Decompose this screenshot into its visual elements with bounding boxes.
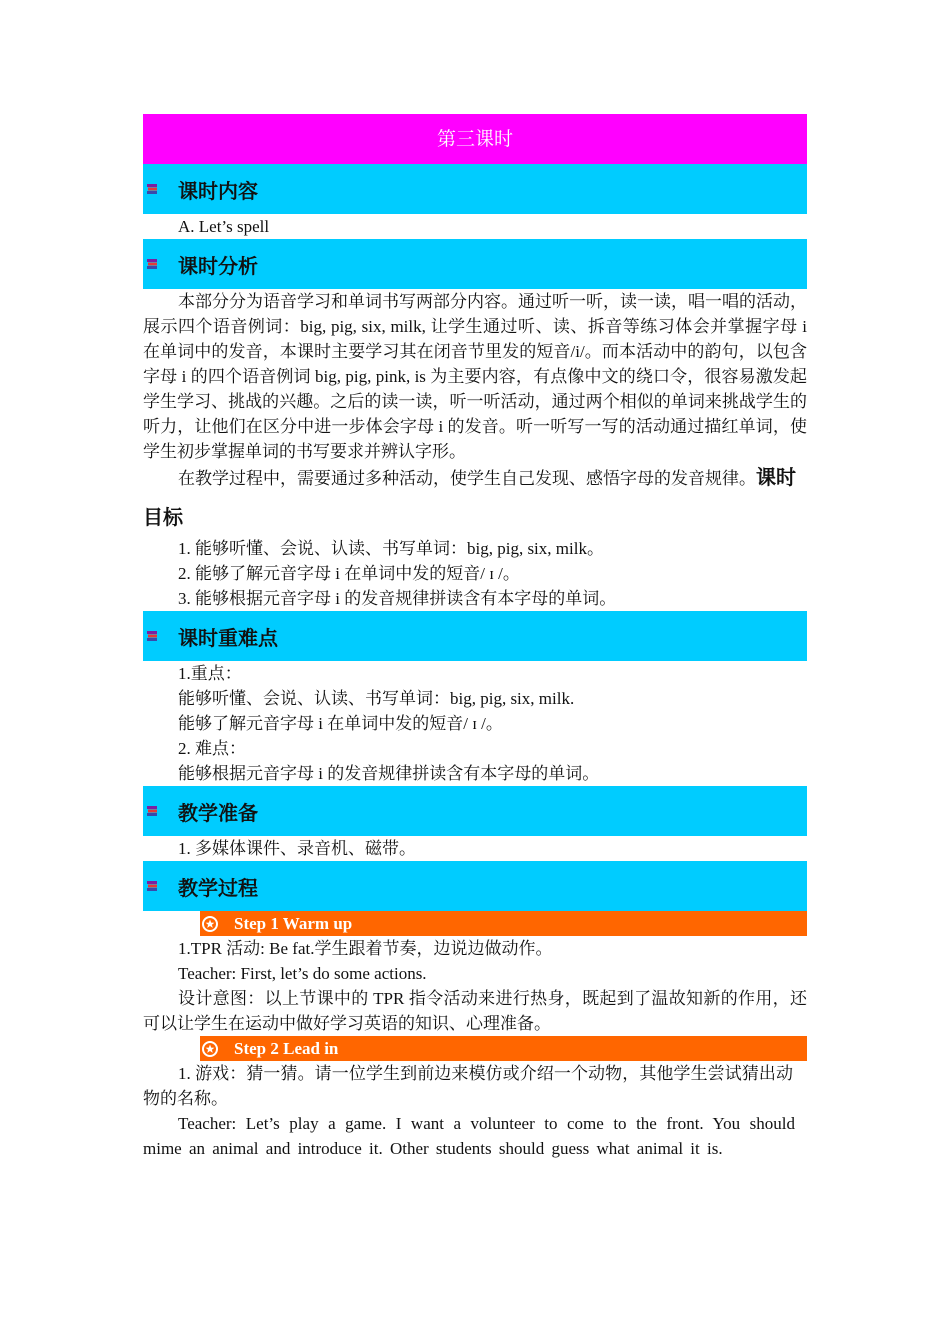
step-1-header <box>200 911 807 936</box>
analysis-paragraph-text: 在教学过程中，需要通过多种活动，使学生自己发现、感悟字母的发音规律。 <box>178 469 756 488</box>
section-heading: 课时内容 <box>178 178 258 203</box>
book-stack-icon <box>146 630 158 642</box>
section-header-preparation <box>143 786 807 836</box>
section-header-process <box>143 861 807 911</box>
step-1-teacher-line: Teacher: First, let’s do some actions. <box>178 964 427 983</box>
section-header-analysis <box>143 239 807 289</box>
book-stack-icon <box>146 880 158 892</box>
section-heading: 教学准备 <box>178 800 258 825</box>
content-line: A. Let’s spell <box>178 217 270 236</box>
section-header-content <box>143 164 807 214</box>
star-circle-icon <box>202 1041 218 1057</box>
star-circle-icon <box>202 916 218 932</box>
step-label: Step 1 Warm up <box>234 914 353 933</box>
section-heading: 课时重难点 <box>178 625 278 650</box>
analysis-paragraph-2 <box>143 458 807 538</box>
section-heading: 课时分析 <box>178 253 258 278</box>
step-1-design-intent: 设计意图：以上节课中的 TPR 指令活动来进行热身，既起到了温故知新的作用，还可以让学生在运动中做好学习英语的知识、心理准备。 <box>143 989 807 1033</box>
section-heading: 教学过程 <box>178 875 258 900</box>
step-label: Step 2 Lead in <box>234 1039 339 1058</box>
section-header-key-points <box>143 611 807 661</box>
step-2-header <box>200 1036 807 1061</box>
step-2-game: 1. 游戏：猜一猜。请一位学生到前边来模仿或介绍一个动物，其他学生尝试猜出动物的名称。 <box>143 1064 793 1108</box>
preparation-line: 1. 多媒体课件、录音机、磁带。 <box>178 839 416 858</box>
analysis-paragraph: 本部分分为语音学习和单词书写两部分内容。通过听一听，读一读，唱一唱的活动，展示四个语音例词：big, pig, six, milk, 让学生通过听、读、拆音等练习体会并掌握字母 i 在单词中的发音，本课时主要学习其在闭音节里发的短音/i/。而本活动中的韵句，以包含字母 i 的四个语音例词 big, pig, pink, is 为主要内容，有点像中文的绕口令，很容易激发起学生学习、挑战的兴趣。之后的读一读，听一听活动，通过两个相似的单词来挑战学生的听力，让他们在区分中进一步体会字母 i 的发音。听一听写一写的活动通过描红单词，使学生初步掌握单词的书写要求并辨认字形。 <box>143 292 807 461</box>
key-point-line: 能够根据元音字母 i 的发音规律拼读含有本字母的单词。 <box>178 764 600 783</box>
book-stack-icon <box>146 183 158 195</box>
key-point-line: 1.重点： <box>178 664 242 683</box>
book-stack-icon <box>146 805 158 817</box>
key-point-line: 能够听懂、会说、认读、书写单词：big, pig, six, milk. <box>178 689 575 708</box>
key-point-line: 能够了解元音字母 i 在单词中发的短音/ ɪ /。 <box>178 714 503 733</box>
key-point-line: 2. 难点： <box>178 739 246 758</box>
page-title: 第三课时 <box>143 114 807 164</box>
step-1-line: 1.TPR 活动: Be fat.学生跟着节奏，边说边做动作。 <box>178 939 553 958</box>
section-heading-goals: 课时目标 <box>143 465 796 529</box>
document-page <box>143 114 807 1161</box>
goal-item: 3. 能够根据元音字母 i 的发音规律拼读含有本字母的单词。 <box>178 589 617 608</box>
goal-item: 2. 能够了解元音字母 i 在单词中发的短音/ ɪ /。 <box>178 564 520 583</box>
step-2-teacher-line: Teacher: Let’s play a game. I want a volunteer to come to the front. You should mime an animal and introduce it. Other students should guess what animal it is. <box>143 1114 795 1158</box>
book-stack-icon <box>146 258 158 270</box>
goal-item: 1. 能够听懂、会说、认读、书写单词：big, pig, six, milk。 <box>178 539 604 558</box>
